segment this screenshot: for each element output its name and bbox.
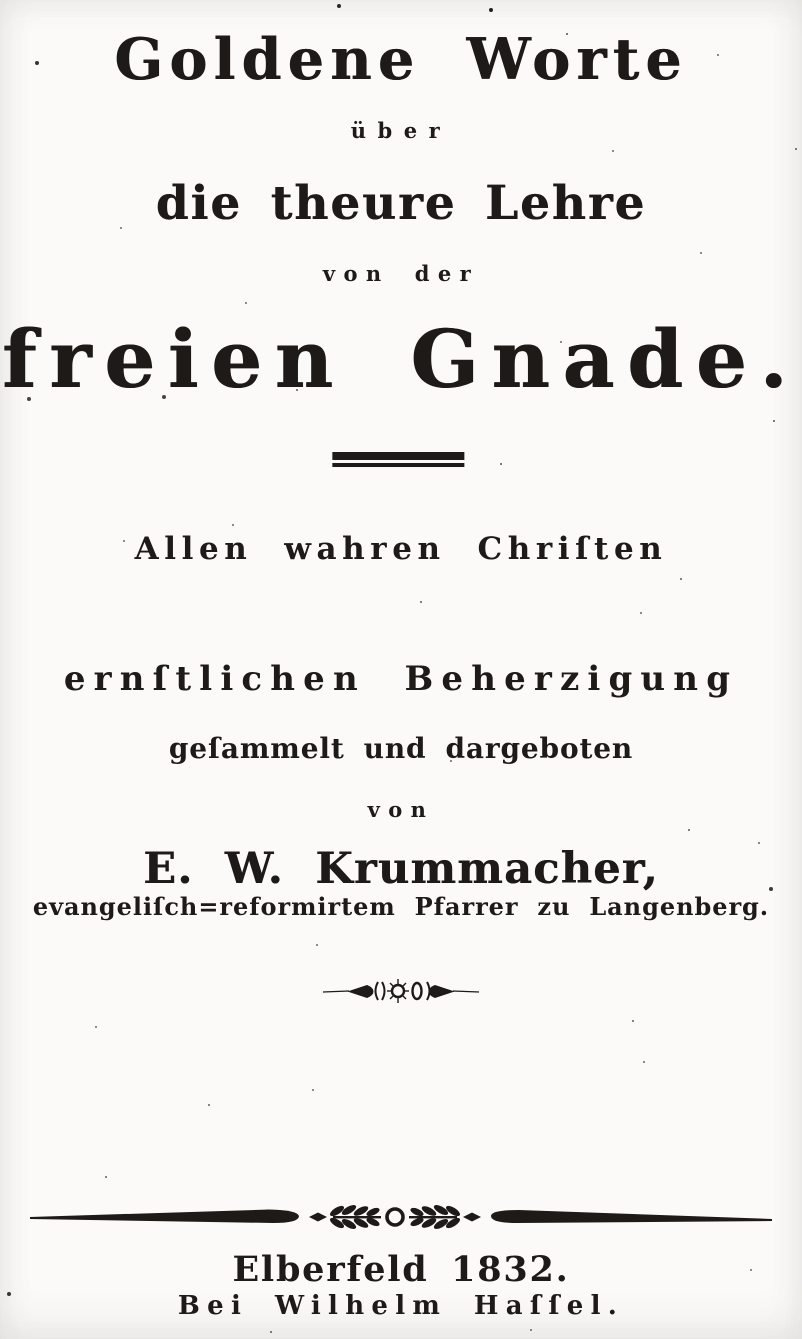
- byline-preposition: von: [367, 797, 435, 822]
- subtitle: die theure Lehre: [155, 176, 647, 231]
- compilation-note: geſammelt und dargeboten: [168, 732, 634, 765]
- dedication-line-1: Allen wahren Chriſten: [134, 531, 668, 567]
- dedication-line-2: ernſtlichen Beherzigung: [63, 659, 739, 699]
- author-title: evangeliſch=reformirtem Pfarrer zu Langenberg.: [32, 892, 770, 921]
- double-rule-ornament: [332, 452, 464, 467]
- publisher-line: Bei Wilhelm Haſſel.: [177, 1291, 625, 1321]
- main-title: Goldene Worte: [114, 26, 688, 93]
- laurel-tailpiece-ornament: [0, 1200, 802, 1238]
- emphasis-title: freien Gnade.: [1, 312, 801, 406]
- author-name: E. W. Krummacher,: [143, 844, 659, 894]
- scan-speckles: [0, 0, 2, 2]
- preposition-ueber: über: [350, 118, 452, 143]
- imprint-place-year: Elberfeld 1832.: [232, 1249, 570, 1290]
- preposition-von-der: von der: [322, 261, 480, 286]
- floral-divider-icon: [0, 976, 802, 1006]
